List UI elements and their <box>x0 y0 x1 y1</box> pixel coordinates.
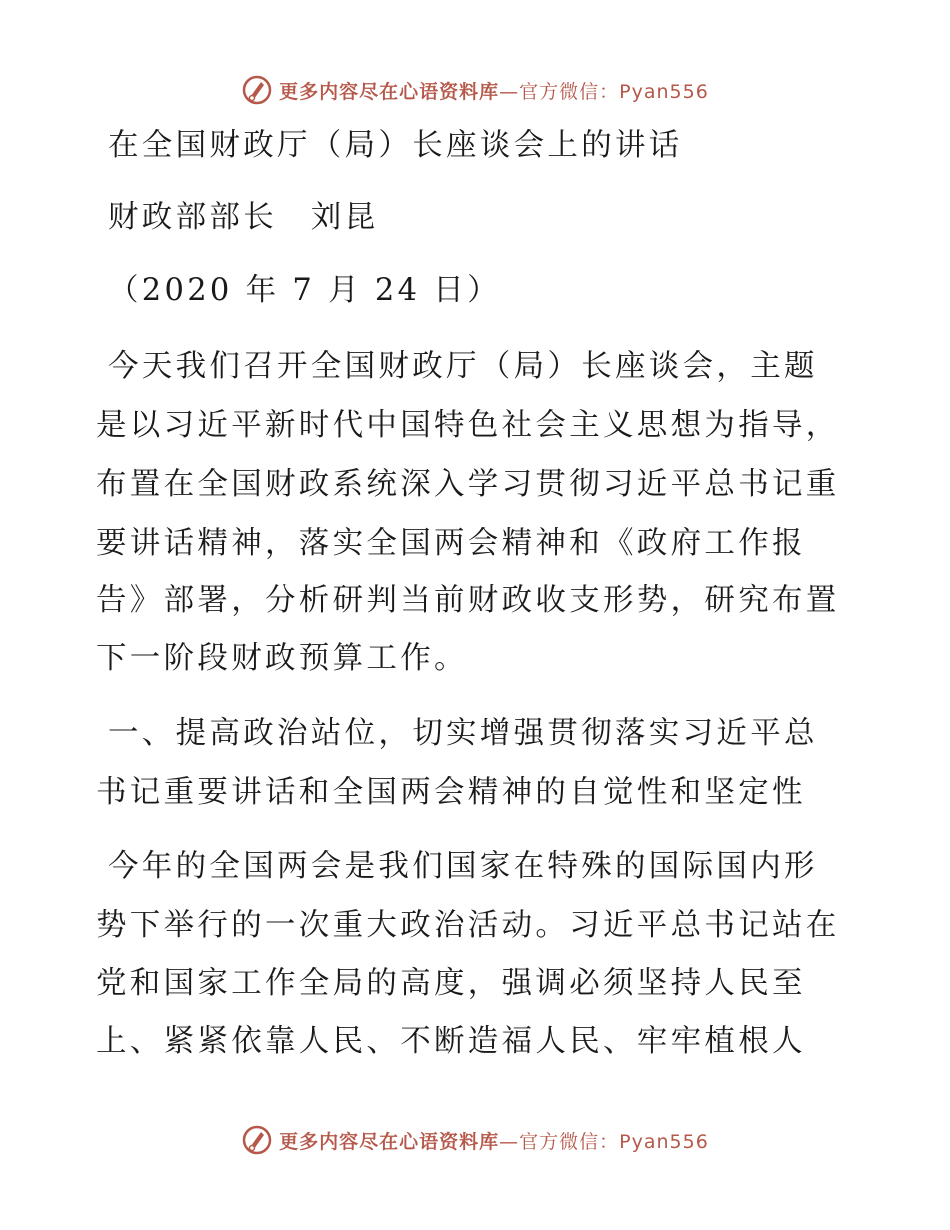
pen-logo-icon <box>241 1124 273 1156</box>
paragraph-line: 今天我们召开全国财政厅（局）长座谈会，主题 <box>108 349 818 384</box>
paragraph-line: 要讲话精神，落实全国两会精神和《政府工作报 <box>96 526 806 561</box>
paragraph-line: 今年的全国两会是我们国家在特殊的国际国内形 <box>108 849 818 884</box>
watermark-text: 更多内容尽在心语资料库—官方微信：Pyan556 <box>279 1130 709 1153</box>
paragraph-line: 上、紧紧依靠人民、不断造福人民、牢牢植根人 <box>96 1024 806 1059</box>
paragraph-line: 党和国家工作全局的高度，强调必须坚持人民至 <box>96 966 806 1001</box>
watermark-text: 更多内容尽在心语资料库—官方微信：Pyan556 <box>279 80 709 103</box>
pen-logo-icon <box>241 74 273 106</box>
speaker-line: 财政部部长 刘昆 <box>108 200 379 235</box>
document-title: 在全国财政厅（局）长座谈会上的讲话 <box>108 128 683 163</box>
paragraph-line: 是以习近平新时代中国特色社会主义思想为指导， <box>96 408 840 443</box>
section-heading-line: 书记重要讲话和全国两会精神的自觉性和坚定性 <box>96 775 806 810</box>
paragraph-line: 势下举行的一次重大政治活动。习近平总书记站在 <box>96 908 840 943</box>
watermark-header <box>0 72 950 108</box>
paragraph-line: 告》部署，分析研判当前财政收支形势，研究布置 <box>96 583 840 618</box>
date-line: （2020 年 7 月 24 日） <box>108 273 501 308</box>
paragraph-line: 下一阶段财政预算工作。 <box>96 641 468 676</box>
paragraph-line: 布置在全国财政系统深入学习贯彻习近平总书记重 <box>96 467 840 502</box>
section-heading-line: 一、提高政治站位，切实增强贯彻落实习近平总 <box>108 716 818 751</box>
watermark-footer <box>0 1122 950 1158</box>
